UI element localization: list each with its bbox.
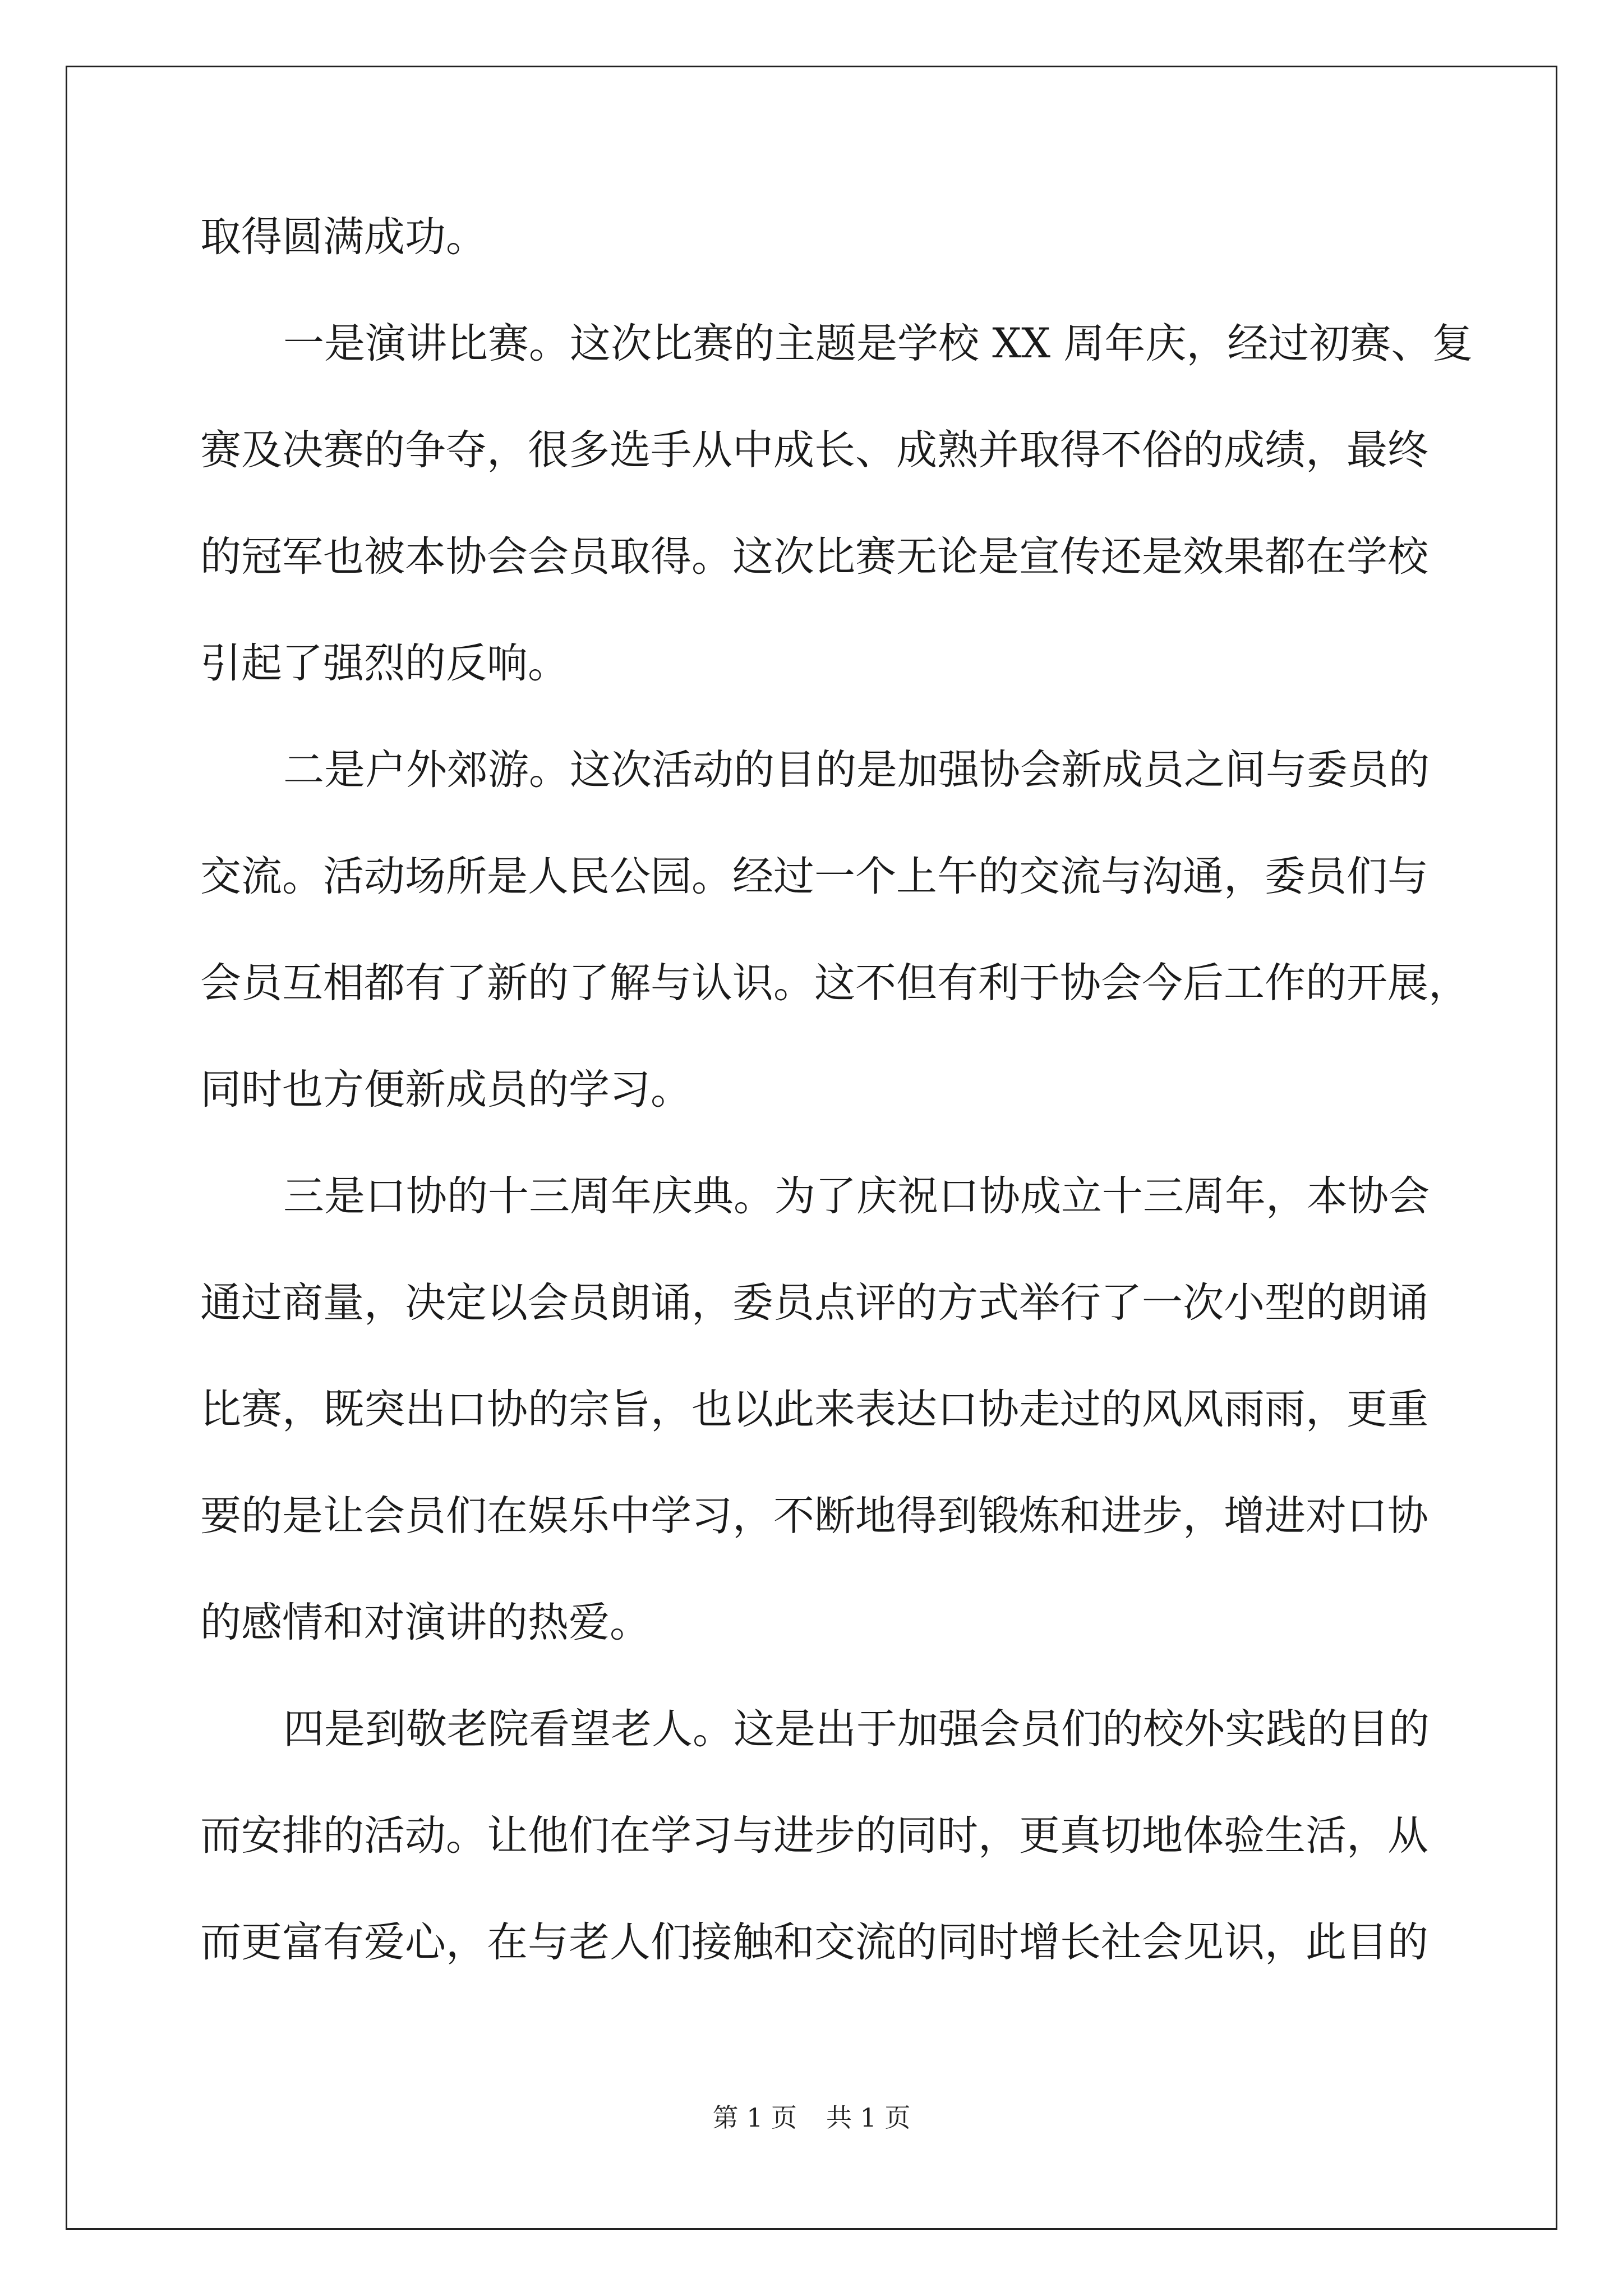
text-line-6: 二是户外郊游。这次活动的目的是加强协会新成员之间与委员的 — [283, 746, 1430, 794]
page-border — [66, 66, 1557, 2230]
text-line-8: 会员互相都有了新的了解与认识。这不但有利于协会今后工作的开展， — [200, 959, 1469, 1007]
text-line-14: 的感情和对演讲的热爱。 — [200, 1599, 651, 1646]
page-number: 第 1 页 — [712, 2102, 797, 2133]
text-line-16: 而安排的活动。让他们在学习与进步的同时，更真切地体验生活，从 — [200, 1812, 1428, 1860]
text-line-2: 一是演讲比赛。这次比赛的主题是学校 XX 周年庆，经过初赛、复 — [283, 320, 1473, 367]
text-line-4: 的冠军也被本协会会员取得。这次比赛无论是宣传还是效果都在学校 — [200, 533, 1428, 581]
text-line-10: 三是口协的十三周年庆典。为了庆祝口协成立十三周年，本协会 — [283, 1172, 1430, 1220]
page-footer — [0, 2101, 1623, 2134]
text-line-5: 引起了强烈的反响。 — [200, 639, 569, 687]
text-line-7: 交流。活动场所是人民公园。经过一个上午的交流与沟通，委员们与 — [200, 853, 1428, 900]
text-line-12: 比赛，既突出口协的宗旨，也以此来表达口协走过的风风雨雨，更重 — [200, 1386, 1428, 1433]
text-line-1: 取得圆满成功。 — [200, 213, 487, 261]
text-line-11: 通过商量，决定以会员朗诵，委员点评的方式举行了一次小型的朗诵 — [200, 1279, 1428, 1327]
text-line-17: 而更富有爱心，在与老人们接触和交流的同时增长社会见识，此目的 — [200, 1918, 1428, 1966]
text-line-13: 要的是让会员们在娱乐中学习，不断地得到锻炼和进步，增进对口协 — [200, 1492, 1428, 1540]
page-total: 共 1 页 — [826, 2102, 911, 2133]
text-line-9: 同时也方便新成员的学习。 — [200, 1066, 691, 1114]
text-line-3: 赛及决赛的争夺，很多选手从中成长、成熟并取得不俗的成绩，最终 — [200, 426, 1428, 474]
text-line-15: 四是到敬老院看望老人。这是出于加强会员们的校外实践的目的 — [283, 1705, 1430, 1753]
